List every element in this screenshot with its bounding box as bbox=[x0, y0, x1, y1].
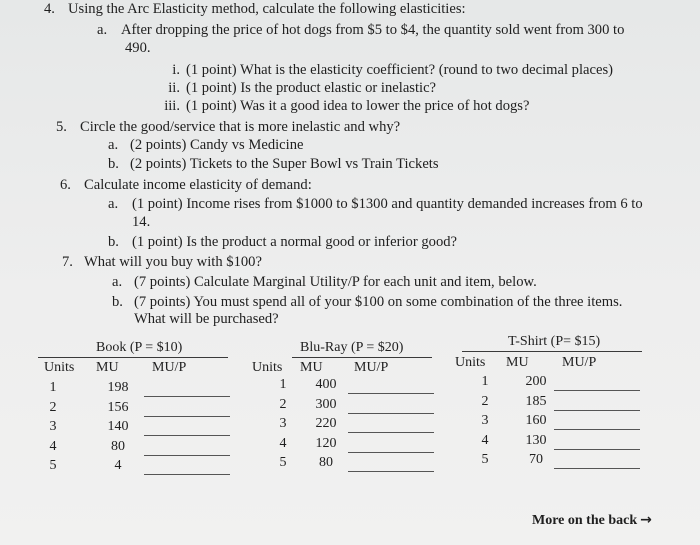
book-col-mu: MU bbox=[96, 360, 119, 375]
bluray-mup-blank[interactable] bbox=[348, 452, 434, 453]
book-unit-cell: 4 bbox=[49, 438, 57, 454]
book-mu-cell: 4 bbox=[114, 458, 122, 473]
bluray-mup-blank[interactable] bbox=[348, 432, 434, 433]
bluray-mu-cell: 220 bbox=[315, 416, 337, 431]
book-unit-cell: 2 bbox=[49, 399, 57, 415]
tshirt-unit-cell: 4 bbox=[481, 432, 489, 448]
q5-text: Circle the good/service that is more inelastic and why? bbox=[80, 119, 401, 135]
q6-text: Calculate income elasticity of demand: bbox=[84, 177, 312, 193]
q7-number: 7. bbox=[62, 254, 73, 270]
bluray-mup-blank[interactable] bbox=[348, 393, 434, 394]
q7b-text: (7 points) You must spend all of your $100 on some combination of the three items. bbox=[134, 294, 623, 310]
q4aii-label: ii. bbox=[168, 80, 180, 96]
q4a-line bbox=[97, 22, 624, 39]
bluray-unit-cell: 4 bbox=[279, 435, 287, 451]
more-on-back-note bbox=[532, 512, 652, 529]
bluray-mu-cell: 120 bbox=[315, 435, 337, 451]
book-mup-blank[interactable] bbox=[144, 396, 230, 397]
q5b-label: b. bbox=[108, 156, 119, 172]
q6b-line bbox=[108, 234, 457, 251]
book-unit-cell: 1 bbox=[49, 380, 57, 395]
bluray-mu-cell: 300 bbox=[315, 396, 337, 412]
q4-line bbox=[44, 1, 466, 18]
q7b-label: b. bbox=[112, 294, 123, 310]
book-mu-cell: 140 bbox=[107, 419, 129, 434]
q7b-line2: What will be purchased? bbox=[134, 311, 279, 327]
q4aiii-text: (1 point) Was it a good idea to lower the price of hot dogs? bbox=[186, 98, 530, 114]
bluray-unit-cell: 2 bbox=[279, 396, 287, 412]
q6b-label: b. bbox=[108, 234, 119, 250]
q7-text: What will you buy with $100? bbox=[84, 254, 262, 270]
q5b-line bbox=[108, 156, 439, 173]
bluray-mup-blank[interactable] bbox=[348, 471, 434, 472]
bluray-mu-cell: 400 bbox=[315, 377, 337, 392]
q4aiii-line bbox=[156, 98, 529, 115]
book-mup-blank[interactable] bbox=[144, 474, 230, 475]
q4ai-line bbox=[156, 62, 613, 79]
q4ai-label: i. bbox=[172, 62, 180, 78]
book-title: Book (P = $10) bbox=[96, 340, 183, 355]
tshirt-col-units: Units bbox=[455, 355, 486, 370]
book-col-mup: MU/P bbox=[152, 360, 187, 375]
q4a-label: a. bbox=[97, 22, 108, 38]
q6a-text: (1 point) Income rises from $1000 to $1300 and quantity demanded increases from 6 to bbox=[132, 196, 643, 212]
book-col-units: Units bbox=[44, 360, 75, 375]
q4a-text: After dropping the price of hot dogs from $5 to $4, the quantity sold went from 300 to bbox=[121, 22, 625, 38]
q6-line bbox=[60, 177, 312, 194]
tshirt-mu-cell: 185 bbox=[525, 393, 547, 409]
q5a-text: (2 points) Candy vs Medicine bbox=[130, 137, 304, 153]
q6b-text: (1 point) Is the product a normal good or inferior good? bbox=[132, 234, 458, 250]
q4ai-text: (1 point) What is the elasticity coefficient? (round to two decimal places) bbox=[186, 62, 613, 78]
q7a-text: (7 points) Calculate Marginal Utility/P for each unit and item, below. bbox=[134, 274, 537, 290]
q4-number: 4. bbox=[44, 1, 55, 17]
q6a-label: a. bbox=[108, 196, 119, 212]
tshirt-title: T-Shirt (P= $15) bbox=[508, 334, 601, 349]
book-mu-cell: 80 bbox=[111, 438, 125, 454]
tshirt-mu-cell: 160 bbox=[525, 413, 547, 428]
tshirt-mup-blank[interactable] bbox=[554, 468, 640, 469]
tshirt-mu-cell: 200 bbox=[525, 374, 547, 389]
book-mu-cell: 156 bbox=[107, 399, 129, 415]
bluray-title: Blu-Ray (P = $20) bbox=[300, 340, 404, 355]
tshirt-mup-blank[interactable] bbox=[554, 410, 640, 411]
tshirt-mup-blank[interactable] bbox=[554, 449, 640, 450]
q4aiii-label: iii. bbox=[164, 98, 180, 114]
bluray-mu-cell: 80 bbox=[319, 455, 333, 470]
tshirt-title-rule bbox=[462, 351, 642, 352]
tshirt-unit-cell: 3 bbox=[481, 413, 489, 428]
q6a-line bbox=[108, 196, 643, 213]
tshirt-unit-cell: 5 bbox=[481, 452, 489, 467]
q4a-line2: 490. bbox=[125, 40, 151, 56]
tshirt-mu-cell: 70 bbox=[529, 452, 543, 467]
q7-line bbox=[62, 254, 262, 271]
q5-line bbox=[56, 119, 400, 136]
bluray-mup-blank[interactable] bbox=[348, 413, 434, 414]
book-mu-cell: 198 bbox=[107, 380, 129, 395]
bluray-unit-cell: 5 bbox=[279, 455, 287, 470]
book-title-rule bbox=[38, 357, 228, 358]
bluray-unit-cell: 1 bbox=[279, 377, 287, 392]
q7b-line bbox=[112, 294, 622, 311]
book-mup-blank[interactable] bbox=[144, 455, 230, 456]
tshirt-col-mup: MU/P bbox=[562, 355, 597, 370]
q5a-label: a. bbox=[108, 137, 119, 153]
bluray-col-mup: MU/P bbox=[354, 360, 389, 375]
q6-number: 6. bbox=[60, 177, 71, 193]
tshirt-mu-cell: 130 bbox=[525, 432, 547, 448]
q5-number: 5. bbox=[56, 119, 67, 135]
bluray-title-rule bbox=[292, 357, 432, 358]
q7a-line bbox=[112, 274, 537, 291]
bluray-col-mu: MU bbox=[300, 360, 323, 375]
right-arrow-icon: → bbox=[640, 512, 652, 528]
tshirt-mup-blank[interactable] bbox=[554, 390, 640, 391]
q6a-line2: 14. bbox=[132, 214, 151, 230]
bluray-unit-cell: 3 bbox=[279, 416, 287, 431]
q4aii-text: (1 point) Is the product elastic or inelastic? bbox=[186, 80, 437, 96]
book-unit-cell: 3 bbox=[49, 419, 57, 434]
q7a-label: a. bbox=[112, 274, 123, 290]
bluray-col-units: Units bbox=[252, 360, 283, 375]
q5a-line bbox=[108, 137, 303, 154]
book-mup-blank[interactable] bbox=[144, 435, 230, 436]
q4-text: Using the Arc Elasticity method, calculate the following elasticities: bbox=[68, 1, 466, 17]
tshirt-col-mu: MU bbox=[506, 355, 529, 370]
book-mup-blank[interactable] bbox=[144, 416, 230, 417]
book-unit-cell: 5 bbox=[49, 458, 57, 473]
tshirt-unit-cell: 2 bbox=[481, 393, 489, 409]
q5b-text: (2 points) Tickets to the Super Bowl vs Train Tickets bbox=[130, 156, 439, 172]
tshirt-mup-blank[interactable] bbox=[554, 429, 640, 430]
more-on-back-text: More on the back bbox=[532, 513, 638, 528]
tshirt-unit-cell: 1 bbox=[481, 374, 489, 389]
q4aii-line bbox=[156, 80, 436, 97]
